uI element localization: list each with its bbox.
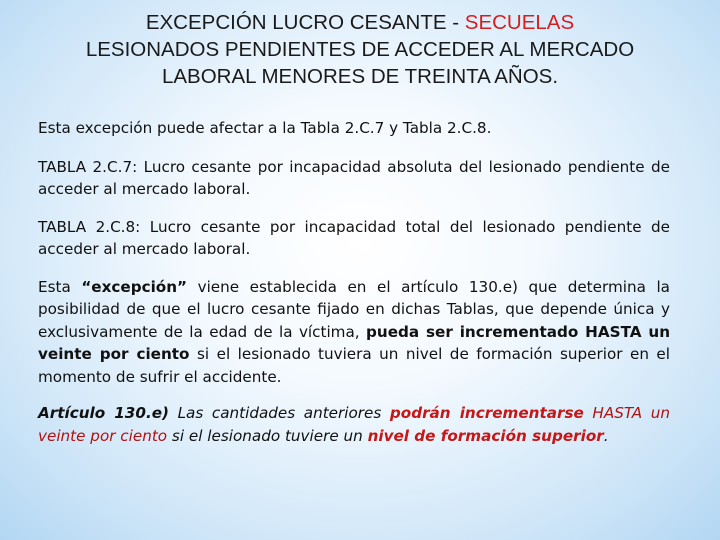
tabla-2c8-label: TABLA 2.C.8: xyxy=(38,217,141,236)
articulo-highlight-nivel: nivel de formación superior xyxy=(367,426,604,445)
articulo-highlight-veinte: HASTA un veinte por ciento xyxy=(38,404,670,445)
articulo-highlight-incrementarse: podrán incrementarse xyxy=(389,404,584,422)
title-part-1: EXCEPCIÓN LUCRO CESANTE - xyxy=(145,11,465,34)
articulo-label: Artículo 130.e) xyxy=(38,404,169,422)
excepcion-paragraph xyxy=(38,276,670,389)
tabla-2c8-text: Lucro cesante por incapacidad total del lesionado pendiente de acceder al mercado laboral. xyxy=(38,217,670,258)
title-highlight-secuelas: SECUELAS xyxy=(464,11,575,34)
excepcion-text-3: si el lesionado tuviera un nivel de formación superior en el momento de sufrir el accidente. xyxy=(38,345,670,386)
title-line-3: LABORAL MENORES DE TREINTA AÑOS. xyxy=(161,65,559,88)
title-line-1 xyxy=(0,9,720,36)
tabla-2c8-paragraph xyxy=(38,216,670,261)
articulo-paragraph xyxy=(38,402,670,447)
articulo-text-2: si el lesionado tuviere un xyxy=(167,426,368,445)
excepcion-emphasis: pueda ser incrementado HASTA un veinte por ciento xyxy=(38,322,671,363)
title-line-2: LESIONADOS PENDIENTES DE ACCEDER AL MERCADO xyxy=(85,38,635,61)
articulo-text-1: Las cantidades anteriores xyxy=(168,404,390,422)
excepcion-text-1: Esta xyxy=(38,277,82,296)
excepcion-text-2: viene establecida en el artículo 130.e) que determina la posibilidad de que el lucro cesante fijado en dichas Tablas, que depende única y exclusivamente de la edad de la víctima, xyxy=(38,277,670,341)
intro-paragraph: Esta excepción puede afectar a la Tabla 2.C.7 y Tabla 2.C.8. xyxy=(38,119,492,137)
slide-title xyxy=(0,9,720,90)
tabla-2c7-text: Lucro cesante por incapacidad absoluta del lesionado pendiente de acceder al mercado laboral. xyxy=(38,157,671,198)
articulo-period: . xyxy=(603,426,609,445)
slide-body xyxy=(38,117,670,447)
excepcion-keyword: “excepción” xyxy=(81,277,188,296)
tabla-2c7-label: TABLA 2.C.7: xyxy=(38,157,138,176)
tabla-2c7-paragraph xyxy=(38,156,670,201)
